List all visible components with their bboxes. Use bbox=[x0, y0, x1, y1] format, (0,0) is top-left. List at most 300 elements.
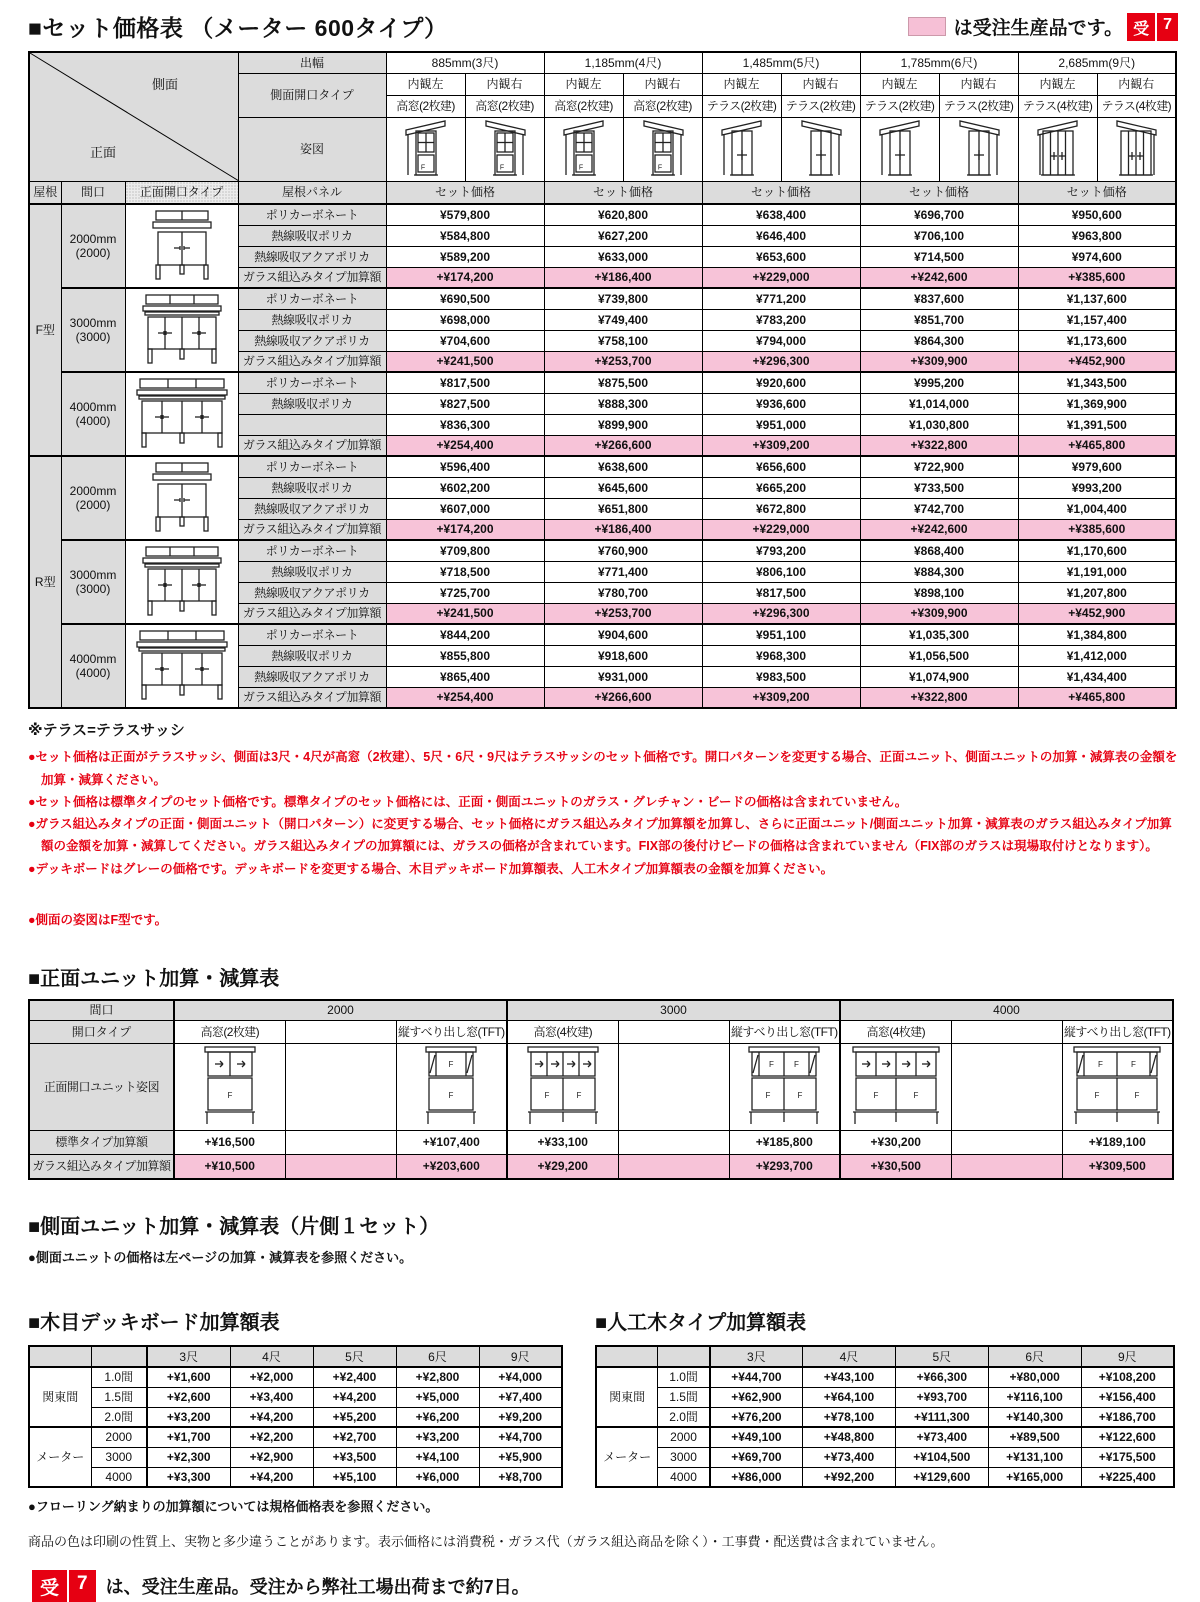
made-to-order-badge-footer bbox=[32, 1570, 96, 1602]
addon-price-cell: +¥186,700 bbox=[1081, 1407, 1174, 1427]
region-label: 関東間 bbox=[29, 1367, 91, 1427]
set-price-cell: ¥1,343,500 bbox=[1018, 372, 1176, 393]
set-price-header: セット価格 bbox=[1018, 181, 1176, 204]
set-price-cell: ¥780,700 bbox=[544, 582, 702, 603]
set-price-cell: ¥579,800 bbox=[386, 204, 544, 225]
set-price-cell: ¥638,400 bbox=[702, 204, 860, 225]
view-label: 内観右 bbox=[1097, 73, 1176, 95]
fu-highwindow2-icon bbox=[174, 1044, 285, 1130]
side-terrace4-right-icon bbox=[1097, 117, 1176, 181]
addon-price-cell: +¥3,200 bbox=[147, 1407, 230, 1427]
set-price-cell: ¥920,600 bbox=[702, 372, 860, 393]
artificial-wood-table-title: ■人工木タイプ加算額表 bbox=[595, 1312, 807, 1335]
roof-panel-label: ポリカーボネート bbox=[238, 288, 386, 309]
set-price-cell: ¥837,600 bbox=[860, 288, 1018, 309]
footer-badge-note: は、受注生産品。受注から弊社工場出荷まで約7日。 bbox=[105, 1577, 530, 1598]
addon-price-cell: +¥6,200 bbox=[396, 1407, 479, 1427]
set-price-header: セット価格 bbox=[860, 181, 1018, 204]
roof-type-cell: F型 bbox=[29, 204, 61, 456]
set-price-cell: ¥974,600 bbox=[1018, 246, 1176, 267]
glass-addon-cell bbox=[618, 1154, 729, 1179]
set-price-cell: +¥174,200 bbox=[386, 519, 544, 540]
set-price-cell: ¥1,391,500 bbox=[1018, 414, 1176, 435]
svg-text:F: F bbox=[794, 1060, 800, 1070]
size-label: 3000 bbox=[91, 1447, 147, 1467]
span-header: 間口 bbox=[29, 1000, 174, 1021]
open-type-label: 高窓(2枚建) bbox=[174, 1021, 285, 1044]
set-price-cell: ¥1,014,000 bbox=[860, 393, 1018, 414]
wood-deck-table-container bbox=[28, 1345, 565, 1488]
addon-price-cell: +¥111,300 bbox=[895, 1407, 988, 1427]
side-type-label: テラス(4枚建) bbox=[1097, 95, 1176, 117]
set-price-cell: +¥241,500 bbox=[386, 603, 544, 624]
addon-price-cell: +¥4,200 bbox=[230, 1407, 313, 1427]
standard-addon-cell: +¥107,400 bbox=[396, 1130, 507, 1154]
set-price-cell: ¥633,000 bbox=[544, 246, 702, 267]
artificial-wood-table bbox=[595, 1345, 1175, 1488]
front-4bay-icon bbox=[125, 288, 238, 372]
set-price-cell: ¥725,700 bbox=[386, 582, 544, 603]
set-price-cell: ¥1,157,400 bbox=[1018, 309, 1176, 330]
set-price-cell: ¥714,500 bbox=[860, 246, 1018, 267]
side-type-label: テラス(2枚建) bbox=[939, 95, 1018, 117]
side-type-label: 高窓(2枚建) bbox=[544, 95, 623, 117]
addon-price-cell: +¥4,200 bbox=[313, 1387, 396, 1407]
addon-price-cell: +¥49,100 bbox=[710, 1427, 803, 1447]
side-type-label: テラス(2枚建) bbox=[860, 95, 939, 117]
size-col-header: 3尺 bbox=[710, 1346, 803, 1367]
addon-price-cell: +¥62,900 bbox=[710, 1387, 803, 1407]
set-price-cell: +¥253,700 bbox=[544, 351, 702, 372]
set-price-cell: +¥254,400 bbox=[386, 687, 544, 708]
wood-deck-note: ●フローリング納まりの加算額については規格価格表を参照ください。 bbox=[28, 1499, 439, 1515]
addon-price-cell: +¥2,200 bbox=[230, 1427, 313, 1447]
set-price-cell: ¥844,200 bbox=[386, 624, 544, 645]
standard-addon-cell: +¥185,800 bbox=[729, 1130, 840, 1154]
region-label: 関東間 bbox=[596, 1367, 658, 1427]
fu-highwindow4-wide-icon bbox=[840, 1044, 951, 1130]
set-price-cell: ¥771,400 bbox=[544, 561, 702, 582]
standard-addon-header: 標準タイプ加算額 bbox=[29, 1130, 174, 1154]
addon-price-cell: +¥3,500 bbox=[313, 1447, 396, 1467]
set-price-cell: ¥983,500 bbox=[702, 666, 860, 687]
side-type-label: 高窓(2枚建) bbox=[386, 95, 465, 117]
span-value: 4000 bbox=[840, 1000, 1173, 1021]
set-price-cell: +¥465,800 bbox=[1018, 435, 1176, 456]
addon-price-cell: +¥8,700 bbox=[479, 1467, 562, 1487]
addon-price-cell: +¥3,400 bbox=[230, 1387, 313, 1407]
addon-price-cell: +¥6,000 bbox=[396, 1467, 479, 1487]
set-price-cell: ¥665,200 bbox=[702, 477, 860, 498]
addon-tables-row bbox=[28, 1306, 1178, 1515]
span-cell: 3000mm (3000) bbox=[61, 288, 125, 372]
set-price-cell: ¥733,500 bbox=[860, 477, 1018, 498]
set-price-cell: ¥963,800 bbox=[1018, 225, 1176, 246]
set-price-cell: ¥898,100 bbox=[860, 582, 1018, 603]
set-price-cell: ¥1,207,800 bbox=[1018, 582, 1176, 603]
size-label: 1.5間 bbox=[658, 1387, 710, 1407]
set-price-cell: ¥1,369,900 bbox=[1018, 393, 1176, 414]
set-price-cell: ¥865,400 bbox=[386, 666, 544, 687]
svg-text:F: F bbox=[1094, 1091, 1100, 1101]
size-col-header: 9尺 bbox=[479, 1346, 562, 1367]
addon-price-cell: +¥5,000 bbox=[396, 1387, 479, 1407]
size-label: 1.0間 bbox=[91, 1367, 147, 1387]
set-price-cell: +¥309,200 bbox=[702, 435, 860, 456]
set-price-cell: +¥309,900 bbox=[860, 351, 1018, 372]
roof-panel-label: ガラス組込みタイプ加算額 bbox=[238, 603, 386, 624]
addon-price-cell: +¥2,400 bbox=[313, 1367, 396, 1387]
svg-text:F: F bbox=[499, 164, 504, 171]
addon-price-cell: +¥9,200 bbox=[479, 1407, 562, 1427]
badge-right-label: 7 bbox=[1155, 13, 1178, 41]
addon-price-cell: +¥2,000 bbox=[230, 1367, 313, 1387]
svg-text:F: F bbox=[769, 1060, 775, 1070]
roof-panel-label: 熱線吸収アクアポリカ bbox=[238, 582, 386, 603]
size-label: 1.0間 bbox=[658, 1367, 710, 1387]
fu-highwindow4-icon bbox=[507, 1044, 618, 1130]
glass-addon-cell: +¥30,500 bbox=[840, 1154, 951, 1179]
set-price-cell: ¥950,600 bbox=[1018, 204, 1176, 225]
wood-deck-table-title: ■木目デッキボード加算額表 bbox=[28, 1312, 280, 1335]
side-terrace2-left-icon bbox=[702, 117, 781, 181]
glass-addon-cell: +¥309,500 bbox=[1062, 1154, 1173, 1179]
size-label: 4000 bbox=[658, 1467, 710, 1487]
front-4bay-wide-icon bbox=[125, 624, 238, 708]
glass-addon-cell: +¥293,700 bbox=[729, 1154, 840, 1179]
addon-price-cell: +¥69,700 bbox=[710, 1447, 803, 1467]
front-2bay-icon bbox=[125, 204, 238, 288]
roof-panel-label: 熱線吸収アクアポリカ bbox=[238, 666, 386, 687]
svg-text:F: F bbox=[227, 1091, 233, 1101]
addon-price-cell: +¥104,500 bbox=[895, 1447, 988, 1467]
svg-text:F: F bbox=[765, 1091, 771, 1101]
view-label: 内観右 bbox=[465, 73, 544, 95]
addon-price-cell: +¥4,100 bbox=[396, 1447, 479, 1467]
set-price-table bbox=[28, 51, 1177, 709]
roof-type-cell: R型 bbox=[29, 456, 61, 708]
set-price-cell: +¥242,600 bbox=[860, 267, 1018, 288]
set-price-cell: +¥266,600 bbox=[544, 687, 702, 708]
side-open-type-header: 側面開口タイプ bbox=[238, 73, 386, 117]
roof-panel-label: ポリカーボネート bbox=[238, 456, 386, 477]
set-price-cell: ¥918,600 bbox=[544, 645, 702, 666]
addon-price-cell: +¥5,200 bbox=[313, 1407, 396, 1427]
span-cell: 2000mm (2000) bbox=[61, 456, 125, 540]
side-unit-section-title: ■側面ユニット加算・減算表（片側１セット） bbox=[28, 1216, 440, 1239]
size-col-header: 4尺 bbox=[803, 1346, 896, 1367]
badge-right-label: 7 bbox=[67, 1570, 96, 1602]
set-price-cell: ¥1,004,400 bbox=[1018, 498, 1176, 519]
disclaimer-text: 商品の色は印刷の性質上、実物と多少違うことがあります。表示価格には消費税・ガラス代（ガラス組込商品を除く）・工事費・配送費は含まれていません。 bbox=[28, 1534, 944, 1550]
set-price-cell: ¥1,412,000 bbox=[1018, 645, 1176, 666]
size-col-header: 5尺 bbox=[313, 1346, 396, 1367]
note-line: ●ガラス組込みタイプの正面・側面ユニット（開口パターン）に変更する場合、セット価格にガラス組込みタイプ加算額を加算し、さらに正面ユニット/側面ユニット加算・減算表のガラス組込みタイプ加算額の金額を加算・減算してください。ガラス組込みタイプの加算額には、ガラスの価格が含まれています。FIX部の後付けビードの価格は含まれていません（FIX部のガラスは現場取付けとなります）。 bbox=[28, 817, 1172, 854]
set-price-cell: ¥653,600 bbox=[702, 246, 860, 267]
addon-price-cell: +¥5,900 bbox=[479, 1447, 562, 1467]
glass-addon-header: ガラス組込みタイプ加算額 bbox=[29, 1154, 174, 1179]
depth-value: 1,485mm(5尺) bbox=[702, 52, 860, 73]
size-label: 2000 bbox=[658, 1427, 710, 1447]
addon-price-cell: +¥93,700 bbox=[895, 1387, 988, 1407]
standard-addon-cell bbox=[951, 1130, 1062, 1154]
side-type-label: テラス(4枚建) bbox=[1018, 95, 1097, 117]
standard-addon-cell: +¥189,100 bbox=[1062, 1130, 1173, 1154]
set-price-cell: ¥855,800 bbox=[386, 645, 544, 666]
size-label: 4000 bbox=[91, 1467, 147, 1487]
front-unit-table-container bbox=[28, 999, 1178, 1180]
wood-deck-section bbox=[28, 1306, 565, 1515]
note-line: ●セット価格は標準タイプのセット価格です。標準タイプのセット価格には、正面・側面ユニットのガラス・グレチャン・ビードの価格は含まれていません。 bbox=[28, 794, 908, 809]
roof-panel-label: 熱線吸収ポリカ bbox=[238, 645, 386, 666]
set-price-cell: +¥229,000 bbox=[702, 519, 860, 540]
set-price-cell: ¥827,500 bbox=[386, 393, 544, 414]
view-label: 内観左 bbox=[860, 73, 939, 95]
roof-panel-label: ガラス組込みタイプ加算額 bbox=[238, 435, 386, 456]
side-terrace2-right-icon bbox=[781, 117, 860, 181]
addon-price-cell: +¥1,700 bbox=[147, 1427, 230, 1447]
set-price-cell: ¥758,100 bbox=[544, 330, 702, 351]
addon-price-cell: +¥64,100 bbox=[803, 1387, 896, 1407]
span-cell: 4000mm (4000) bbox=[61, 372, 125, 456]
set-price-cell: ¥771,200 bbox=[702, 288, 860, 309]
set-price-cell: +¥254,400 bbox=[386, 435, 544, 456]
set-price-cell: ¥836,300 bbox=[386, 414, 544, 435]
set-price-cell: ¥638,600 bbox=[544, 456, 702, 477]
addon-price-cell: +¥73,400 bbox=[895, 1427, 988, 1447]
set-price-cell: ¥1,074,900 bbox=[860, 666, 1018, 687]
span-cell: 3000mm (3000) bbox=[61, 540, 125, 624]
open-type-label bbox=[285, 1021, 396, 1044]
roof-panel-label: ポリカーボネート bbox=[238, 372, 386, 393]
addon-price-cell: +¥1,600 bbox=[147, 1367, 230, 1387]
size-col-header: 6尺 bbox=[396, 1346, 479, 1367]
diagonal-line bbox=[30, 53, 239, 181]
addon-price-cell: +¥165,000 bbox=[988, 1467, 1081, 1487]
page-title: ■セット価格表 （メーター 600タイプ） bbox=[28, 15, 448, 41]
empty-cell bbox=[618, 1044, 729, 1130]
addon-price-cell: +¥4,000 bbox=[479, 1367, 562, 1387]
set-price-cell: +¥322,800 bbox=[860, 435, 1018, 456]
addon-price-cell: +¥89,500 bbox=[988, 1427, 1081, 1447]
set-price-cell: ¥968,300 bbox=[702, 645, 860, 666]
set-price-cell: +¥266,600 bbox=[544, 435, 702, 456]
side-type-label: 高窓(2枚建) bbox=[465, 95, 544, 117]
set-price-cell: ¥722,900 bbox=[860, 456, 1018, 477]
side-unit-note: ●側面ユニットの価格は左ページの加算・減算表を参照ください。 bbox=[28, 1250, 413, 1266]
pink-swatch-icon bbox=[908, 17, 946, 36]
open-type-label: 縦すべり出し窓(TFT) bbox=[729, 1021, 840, 1044]
set-price-cell: ¥884,300 bbox=[860, 561, 1018, 582]
svg-text:F: F bbox=[797, 1091, 803, 1101]
set-price-cell: +¥241,500 bbox=[386, 351, 544, 372]
set-price-header: セット価格 bbox=[702, 181, 860, 204]
glass-addon-cell bbox=[951, 1154, 1062, 1179]
set-price-cell: ¥584,800 bbox=[386, 225, 544, 246]
set-price-cell: ¥851,700 bbox=[860, 309, 1018, 330]
addon-price-cell: +¥76,200 bbox=[710, 1407, 803, 1427]
set-price-cell: ¥1,384,800 bbox=[1018, 624, 1176, 645]
set-price-cell: ¥794,000 bbox=[702, 330, 860, 351]
svg-text:F: F bbox=[448, 1091, 454, 1101]
set-price-cell: ¥672,800 bbox=[702, 498, 860, 519]
side-type-label: 高窓(2枚建) bbox=[623, 95, 702, 117]
note-line: ●デッキボードはグレーの価格です。デッキボードを変更する場合、木目デッキボード加算額表、人工木タイプ加算額表の金額を加算ください。 bbox=[28, 861, 834, 876]
addon-price-cell: +¥44,700 bbox=[710, 1367, 803, 1387]
roof-panel-label: 熱線吸収ポリカ bbox=[238, 477, 386, 498]
front-2bay-icon bbox=[125, 456, 238, 540]
set-price-cell: ¥1,170,600 bbox=[1018, 540, 1176, 561]
set-price-cell: +¥309,900 bbox=[860, 603, 1018, 624]
legend-text: は受注生産品です。 bbox=[953, 18, 1124, 39]
set-price-cell: ¥875,500 bbox=[544, 372, 702, 393]
standard-addon-cell: +¥16,500 bbox=[174, 1130, 285, 1154]
addon-price-cell: +¥156,400 bbox=[1081, 1387, 1174, 1407]
empty-cell bbox=[951, 1044, 1062, 1130]
set-price-cell: ¥995,200 bbox=[860, 372, 1018, 393]
span-header: 間口 bbox=[61, 181, 125, 204]
set-price-cell: +¥296,300 bbox=[702, 603, 860, 624]
set-price-header: セット価格 bbox=[544, 181, 702, 204]
fu-tft2-wide-icon bbox=[1062, 1044, 1173, 1130]
region-label: メーター bbox=[29, 1427, 91, 1487]
corner-front-label: 正面 bbox=[90, 145, 117, 161]
side-type-label: テラス(2枚建) bbox=[781, 95, 860, 117]
set-price-cell: ¥1,056,500 bbox=[860, 645, 1018, 666]
set-price-header: セット価格 bbox=[386, 181, 544, 204]
svg-text:F: F bbox=[1131, 1060, 1137, 1070]
set-price-cell: ¥1,173,600 bbox=[1018, 330, 1176, 351]
view-label: 内観右 bbox=[623, 73, 702, 95]
roof-panel-label: 熱線吸収ポリカ bbox=[238, 393, 386, 414]
set-price-cell: ¥704,600 bbox=[386, 330, 544, 351]
roof-panel-label: ポリカーボネート bbox=[238, 624, 386, 645]
addon-price-cell: +¥80,000 bbox=[988, 1367, 1081, 1387]
roof-panel-label: 熱線吸収ポリカ bbox=[238, 309, 386, 330]
side-highwindow-right-icon bbox=[465, 117, 544, 181]
size-label: 3000 bbox=[658, 1447, 710, 1467]
set-price-cell: ¥1,035,300 bbox=[860, 624, 1018, 645]
open-type-header: 開口タイプ bbox=[29, 1021, 174, 1044]
set-price-cell: ¥1,137,600 bbox=[1018, 288, 1176, 309]
set-price-cell: ¥904,600 bbox=[544, 624, 702, 645]
set-price-cell: ¥793,200 bbox=[702, 540, 860, 561]
svg-text:F: F bbox=[578, 164, 583, 171]
view-label: 内観左 bbox=[544, 73, 623, 95]
standard-addon-cell: +¥30,200 bbox=[840, 1130, 951, 1154]
addon-price-cell: +¥2,900 bbox=[230, 1447, 313, 1467]
badge-left-label: 受 bbox=[40, 1578, 60, 1600]
set-price-cell: ¥651,800 bbox=[544, 498, 702, 519]
set-price-cell: +¥186,400 bbox=[544, 267, 702, 288]
size-col-header: 4尺 bbox=[230, 1346, 313, 1367]
depth-value: 1,185mm(4尺) bbox=[544, 52, 702, 73]
roof-panel-label: ガラス組込みタイプ加算額 bbox=[238, 687, 386, 708]
addon-price-cell: +¥48,800 bbox=[803, 1427, 896, 1447]
set-price-cell: +¥229,000 bbox=[702, 267, 860, 288]
depth-value: 2,685mm(9尺) bbox=[1018, 52, 1176, 73]
addon-price-cell: +¥73,400 bbox=[803, 1447, 896, 1467]
wood-deck-table bbox=[28, 1345, 563, 1488]
size-label: 2.0間 bbox=[658, 1407, 710, 1427]
figure-header: 正面開口ユニット姿図 bbox=[29, 1044, 174, 1130]
set-price-table-container bbox=[28, 51, 1178, 709]
side-terrace4-left-icon bbox=[1018, 117, 1097, 181]
addon-price-cell: +¥78,100 bbox=[803, 1407, 896, 1427]
set-price-cell: +¥322,800 bbox=[860, 687, 1018, 708]
roof-panel-label: 熱線吸収アクアポリカ bbox=[238, 246, 386, 267]
side-terrace2-left-icon bbox=[860, 117, 939, 181]
roof-panel-header: 屋根パネル bbox=[238, 181, 386, 204]
addon-price-cell: +¥225,400 bbox=[1081, 1467, 1174, 1487]
set-price-cell: ¥589,200 bbox=[386, 246, 544, 267]
addon-price-cell: +¥2,600 bbox=[147, 1387, 230, 1407]
standard-addon-cell: +¥33,100 bbox=[507, 1130, 618, 1154]
set-price-cell: ¥718,500 bbox=[386, 561, 544, 582]
set-price-cell: ¥951,100 bbox=[702, 624, 860, 645]
roof-panel-label: ガラス組込みタイプ加算額 bbox=[238, 519, 386, 540]
set-price-cell: ¥817,500 bbox=[386, 372, 544, 393]
addon-price-cell: +¥129,600 bbox=[895, 1467, 988, 1487]
size-col-header: 6尺 bbox=[988, 1346, 1081, 1367]
span-value: 3000 bbox=[507, 1000, 840, 1021]
figure-header: 姿図 bbox=[238, 117, 386, 181]
set-price-cell: +¥174,200 bbox=[386, 267, 544, 288]
size-col-header: 3尺 bbox=[147, 1346, 230, 1367]
addon-price-cell: +¥5,100 bbox=[313, 1467, 396, 1487]
side-highwindow-left-icon bbox=[544, 117, 623, 181]
open-type-label bbox=[951, 1021, 1062, 1044]
addon-price-cell: +¥43,100 bbox=[803, 1367, 896, 1387]
set-price-cell: +¥385,600 bbox=[1018, 519, 1176, 540]
glass-addon-cell: +¥10,500 bbox=[174, 1154, 285, 1179]
set-price-cell: +¥452,900 bbox=[1018, 351, 1176, 372]
artificial-wood-table-container bbox=[595, 1345, 1175, 1488]
view-label: 内観左 bbox=[702, 73, 781, 95]
set-price-cell: +¥452,900 bbox=[1018, 603, 1176, 624]
depth-header: 出幅 bbox=[238, 52, 386, 73]
view-label: 内観右 bbox=[939, 73, 1018, 95]
svg-text:F: F bbox=[1134, 1091, 1140, 1101]
roof-panel-label: 熱線吸収ポリカ bbox=[238, 225, 386, 246]
size-label: 1.5間 bbox=[91, 1387, 147, 1407]
set-price-cell: ¥645,600 bbox=[544, 477, 702, 498]
roof-panel-label bbox=[238, 414, 386, 435]
addon-price-cell: +¥2,800 bbox=[396, 1367, 479, 1387]
set-price-cell: ¥1,030,800 bbox=[860, 414, 1018, 435]
roof-panel-label: ポリカーボネート bbox=[238, 540, 386, 561]
front-4bay-wide-icon bbox=[125, 372, 238, 456]
svg-text:F: F bbox=[913, 1091, 919, 1101]
region-label: メーター bbox=[596, 1427, 658, 1487]
set-price-cell: ¥696,700 bbox=[860, 204, 1018, 225]
addon-price-cell: +¥2,700 bbox=[313, 1427, 396, 1447]
open-type-label: 縦すべり出し窓(TFT) bbox=[1062, 1021, 1173, 1044]
side-terrace2-right-icon bbox=[939, 117, 1018, 181]
roof-panel-label: 熱線吸収アクアポリカ bbox=[238, 330, 386, 351]
set-price-cell: ¥951,000 bbox=[702, 414, 860, 435]
set-price-cell: ¥627,200 bbox=[544, 225, 702, 246]
set-price-cell: ¥888,300 bbox=[544, 393, 702, 414]
glass-addon-cell bbox=[285, 1154, 396, 1179]
view-label: 内観左 bbox=[386, 73, 465, 95]
page-header bbox=[28, 10, 1178, 43]
artificial-wood-section bbox=[595, 1306, 1175, 1488]
set-price-cell: ¥783,200 bbox=[702, 309, 860, 330]
set-price-cell: ¥602,200 bbox=[386, 477, 544, 498]
addon-price-cell: +¥4,200 bbox=[230, 1467, 313, 1487]
side-highwindow-left-icon bbox=[386, 117, 465, 181]
